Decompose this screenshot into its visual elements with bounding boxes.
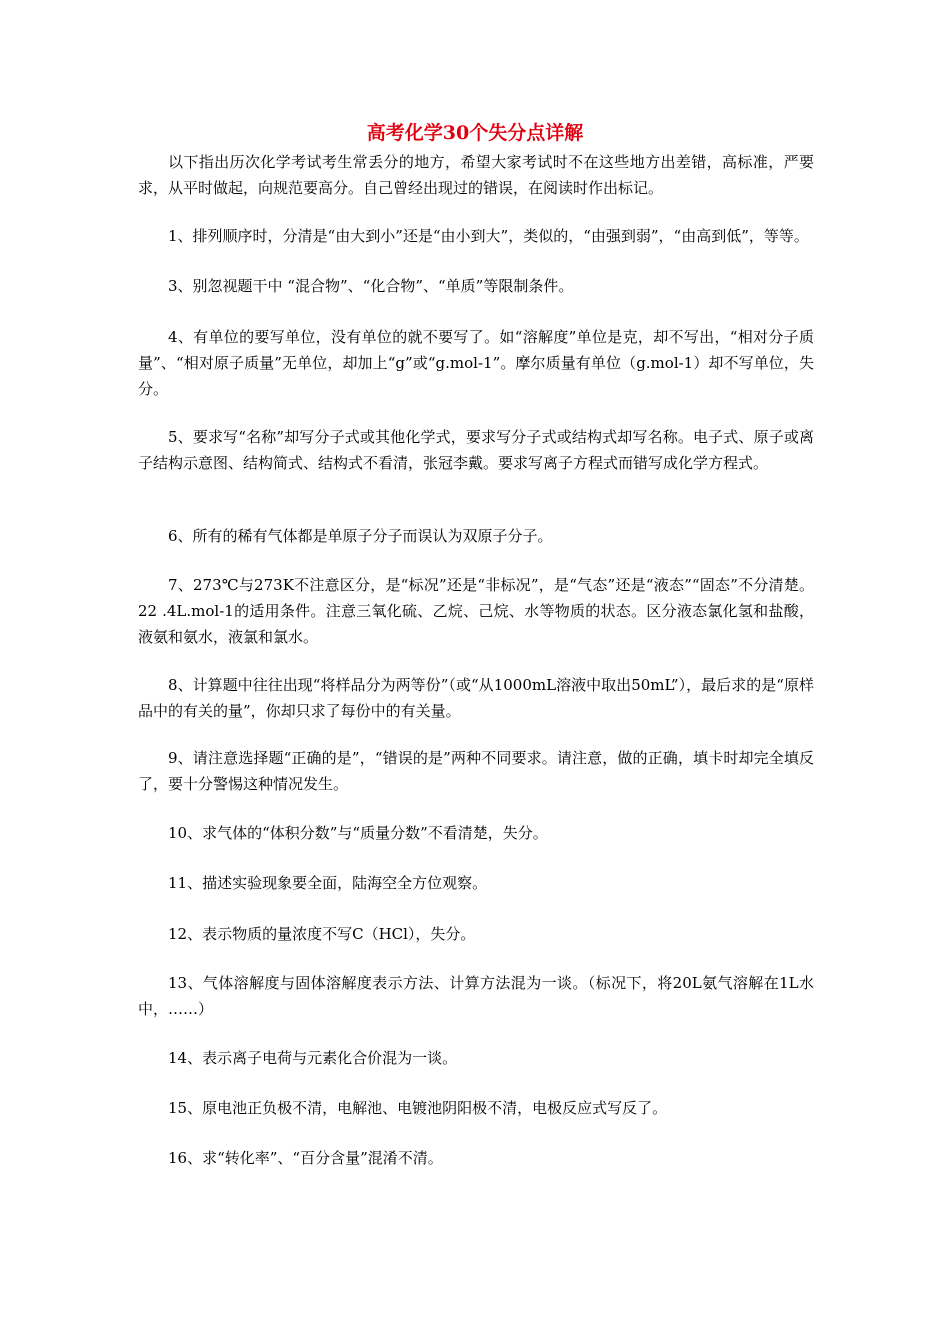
list-item: 10、求气体的“体积分数”与“质量分数”不看清楚，失分。 [168, 824, 548, 842]
list-item: 1、排列顺序时，分清是“由大到小”还是“由小到大”，类似的，“由强到弱”，“由高到低”，等等。 [168, 227, 809, 245]
list-item: 5、要求写“名称”却写分子式或其他化学式，要求写分子式或结构式却写名称。电子式、原子或离子结构示意图、结构简式、结构式不看清，张冠李戴。要求写离子方程式而错写成化学方程式。 [138, 428, 814, 472]
list-item: 8、计算题中往往出现“将样品分为两等份”（或“从1000mL溶液中取出50mL”），最后求的是“原样品中的有关的量”，你却只求了每份中的有关量。 [138, 676, 814, 720]
list-item: 6、所有的稀有气体都是单原子分子而误认为双原子分子。 [168, 527, 553, 545]
list-item: 16、求“转化率”、“百分含量”混淆不清。 [168, 1149, 443, 1167]
list-item: 15、原电池正负极不清，电解池、电镀池阴阳极不清，电极反应式写反了。 [168, 1099, 668, 1117]
list-item: 9、请注意选择题“正确的是”，“错误的是”两种不同要求。请注意，做的正确，填卡时却完全填反了，要十分警惕这种情况发生。 [138, 749, 814, 793]
list-item: 12、表示物质的量浓度不写C（HCl），失分。 [168, 925, 476, 943]
list-item: 4、有单位的要写单位，没有单位的就不要写了。如“溶解度”单位是克，却不写出，“相对分子质量”、“相对原子质量”无单位，却加上“g”或“g.mol-1”。摩尔质量有单位（g.mol-1）却不写单位，失分。 [138, 328, 814, 398]
page-title: 高考化学30个失分点详解 [366, 122, 584, 144]
list-item: 11、描述实验现象要全面，陆海空全方位观察。 [168, 874, 488, 892]
list-item: 14、表示离子电荷与元素化合价混为一谈。 [168, 1049, 458, 1067]
list-item: 7、273℃与273K不注意区分，是“标况”还是“非标况”，是“气态”还是“液态”“固态”不分清楚。22 .4L.mol-1的适用条件。注意三氧化硫、乙烷、己烷、水等物质的状态。区分液态氯化氢和盐酸，液氨和氨水，液氯和氯水。 [138, 576, 814, 646]
intro-paragraph: 以下指出历次化学考试考生常丢分的地方，希望大家考试时不在这些地方出差错，高标准，严要求，从平时做起，向规范要高分。自己曾经出现过的错误，在阅读时作出标记。 [138, 153, 814, 197]
list-item: 3、别忽视题干中 “混合物”、“化合物”、“单质”等限制条件。 [168, 277, 574, 295]
list-item: 13、气体溶解度与固体溶解度表示方法、计算方法混为一谈。（标况下，将20L氨气溶解在1L水中，……） [138, 974, 814, 1018]
